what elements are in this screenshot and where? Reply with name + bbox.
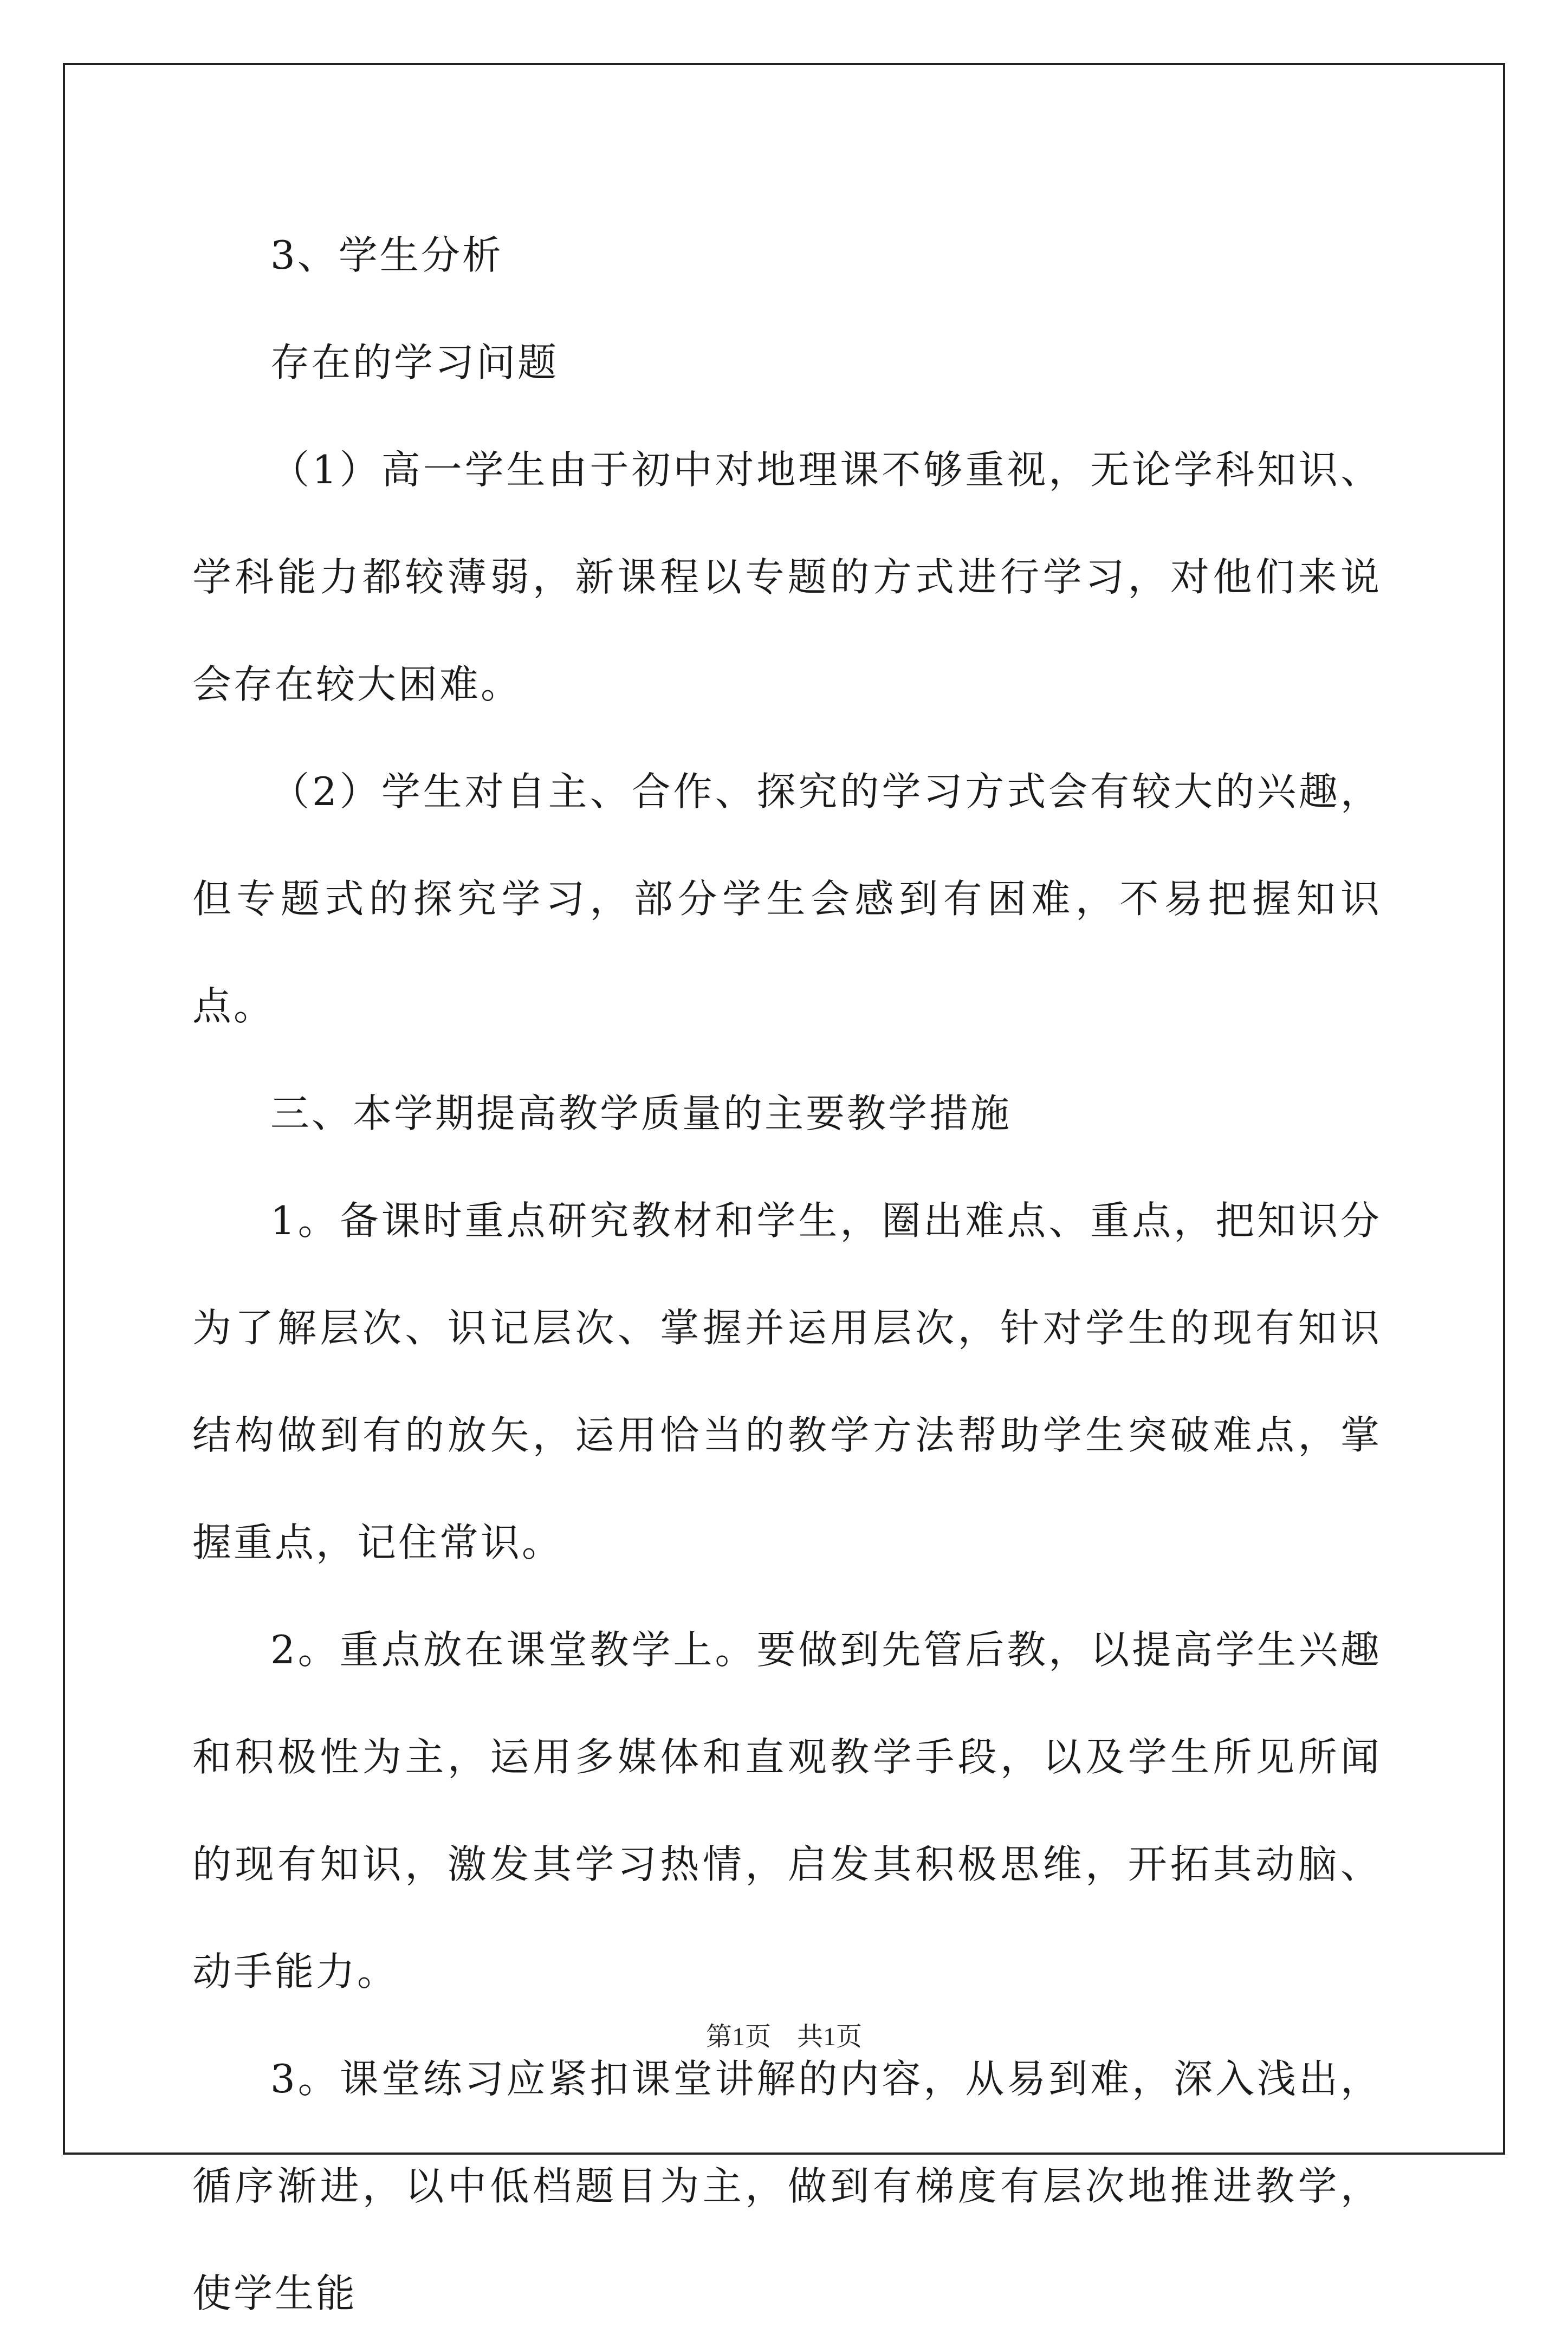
paragraph-learning-problems: 存在的学习问题: [270, 340, 559, 385]
paragraph-student-analysis: 3、学生分析: [270, 232, 503, 278]
paragraph-measures-heading: 三、本学期提高教学质量的主要教学措施: [270, 1091, 1012, 1136]
paragraph-measure-2: 2。重点放在课堂教学上。要做到先管后教，以提高学生兴趣和积极性为主，运用多媒体和直观教学手段，以及学生所见所闻的现有知识，激发其学习热情，启发其积极思维，开拓其动脑、动手能力。: [192, 1627, 1382, 1994]
page-total: 共1页: [797, 2022, 863, 2051]
paragraph-problem-2: （2）学生对自主、合作、探究的学习方式会有较大的兴趣，但专题式的探究学习，部分学生会感到有困难，不易把握知识点。: [192, 769, 1382, 1029]
paragraph-problem-1: （1）高一学生由于初中对地理课不够重视，无论学科知识、学科能力都较薄弱，新课程以专题的方式进行学习，对他们来说会存在较大困难。: [192, 447, 1382, 707]
page-footer: [0, 2015, 1568, 2053]
paragraph-measure-1: 1。备课时重点研究教材和学生，圈出难点、重点，把知识分为了解层次、识记层次、掌握并运用层次，针对学生的现有知识结构做到有的放矢，运用恰当的教学方法帮助学生突破难点，掌握重点，记住常识。: [192, 1198, 1382, 1565]
page-number: 第1页: [705, 2022, 771, 2051]
paragraph-measure-3: 3。课堂练习应紧扣课堂讲解的内容，从易到难，深入浅出，循序渐进，以中低档题目为主，做到有梯度有层次地推进教学，使学生能: [192, 2056, 1382, 2316]
